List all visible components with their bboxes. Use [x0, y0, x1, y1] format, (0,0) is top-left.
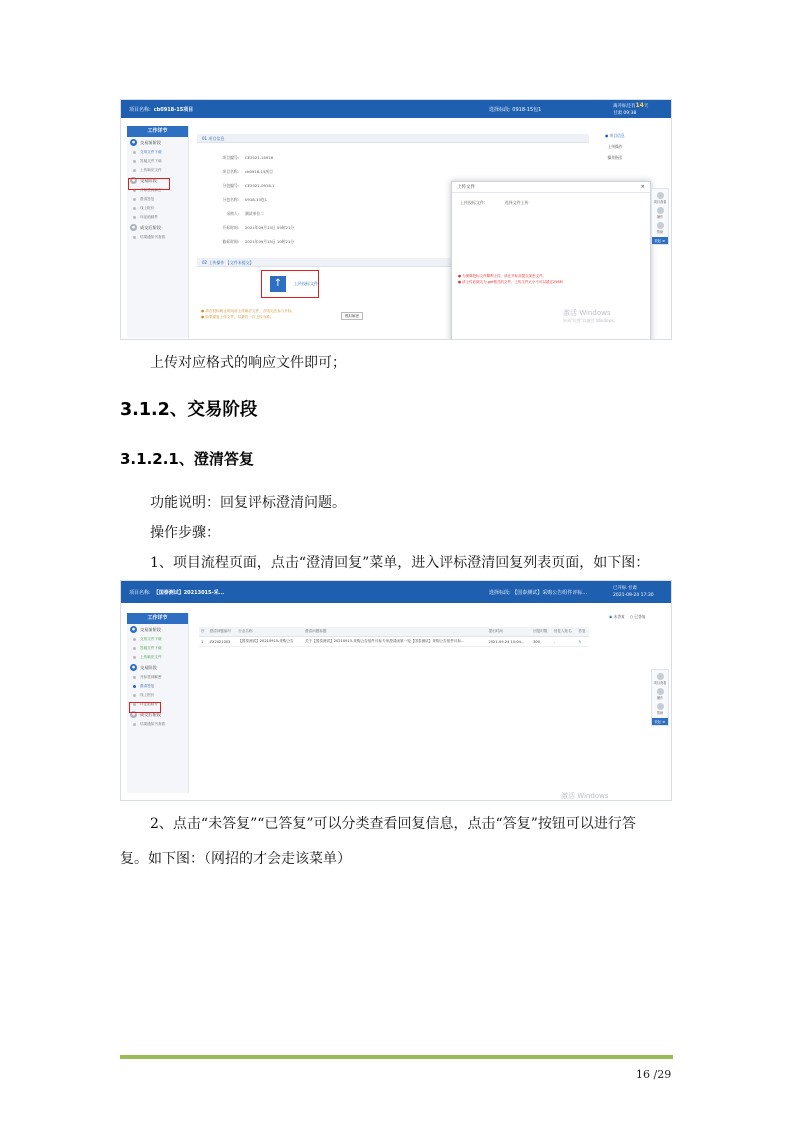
sidebar-item-quote[interactable] [127, 204, 188, 213]
field-row [211, 183, 275, 189]
item-label: 环证函邮件 [140, 215, 158, 219]
watermark-subtext: 转到"设置"以激活 Windows。 [563, 318, 618, 323]
toolbar-fold-button[interactable]: 收起 ≪ [652, 237, 668, 244]
cell-limit: 300 [531, 637, 552, 647]
countdown-unit: 天 [643, 104, 649, 109]
field-value: 2021年09月15日 10时21分 [245, 239, 295, 244]
column-header: 序 [199, 627, 208, 637]
tab-answered[interactable]: ○ 已答复 [629, 614, 646, 619]
toolbar-label: 操作 [656, 215, 664, 219]
bullet-icon [133, 723, 136, 726]
table-row [199, 637, 589, 647]
field-key: 项目编号: [222, 155, 239, 160]
simulate-decrypt-button[interactable]: 模拟解密 [341, 312, 363, 320]
step-2-line-2: 复。如下图：（网招的才会走该菜单） [120, 851, 351, 867]
reply-filter-tabs [609, 614, 646, 620]
note-text: 如果重复上传文件，以最后一次上传为准。 [205, 315, 274, 319]
item-label: 线上报价 [140, 693, 155, 697]
sidebar-item-upload[interactable] [127, 166, 188, 175]
item-label: 答疑文件下载 [140, 646, 162, 650]
reply-button[interactable] [576, 637, 589, 647]
column-header: 答复 [576, 627, 589, 637]
windows-watermark [563, 308, 618, 324]
bullet-icon [133, 216, 136, 219]
project-value: 【国泰测试】20213015-采... [153, 589, 225, 596]
step-icon: ● [131, 225, 136, 229]
toolbar-label: 操作 [656, 696, 664, 700]
step-icon: ● [131, 712, 136, 716]
status-time: 2021-09-24 17:30 [613, 593, 654, 598]
section-label: 成交后阶段 [140, 711, 161, 717]
subsection-heading: 3.1.2.1、澄清答复 [120, 450, 254, 468]
upload-arrow-icon: ↑ [270, 276, 286, 292]
bullet-icon [133, 207, 136, 210]
item-label: 开标签到解密 [140, 188, 162, 192]
field-value: 测试单位二 [245, 211, 264, 216]
sidebar-item-qa[interactable] [127, 157, 188, 166]
dialog-field [452, 200, 650, 206]
field-row [211, 225, 294, 231]
sidebar-item-download[interactable] [127, 148, 188, 157]
field-value: cb0918-15项目 [245, 169, 273, 174]
field-row [211, 155, 273, 161]
section-label: 成交后阶段 [140, 224, 161, 230]
countdown [613, 102, 648, 117]
windows-watermark: 激活 Windows [561, 792, 609, 800]
screenshot-clarification-list [120, 580, 672, 801]
bid-label: 选择标段: [489, 107, 511, 113]
bid-value: 0918-15包1 [512, 107, 542, 113]
bullet-icon [133, 236, 136, 239]
field-row [211, 169, 273, 175]
upload-button-label: 上传投标文件 [294, 281, 318, 286]
field-key: 采购人: [226, 211, 239, 216]
app-header [121, 100, 671, 118]
right-toolbar [651, 669, 669, 726]
step-1: 1、项目流程页面，点击“澄清回复”菜单，进入评标澄清回复列表页面，如下图： [150, 555, 650, 571]
table-header-row [199, 627, 589, 637]
folder-icon [657, 192, 664, 199]
field-key: 截标时间: [222, 239, 239, 244]
step-2-line-1: 2、点击“未答复”“已答复”可以分类查看回复信息，点击“答复”按钮可以进行答 [150, 816, 636, 832]
item-label: 澄清答复 [140, 684, 155, 688]
tab-unanswered[interactable]: ◉ 未答复 [609, 614, 625, 619]
folder-icon [657, 673, 664, 680]
highlight-clarify-item [129, 702, 161, 713]
field-value: 2021年09月15日 09时21分 [245, 225, 295, 230]
column-header: 提出时间 [486, 627, 531, 637]
field-row [211, 197, 267, 203]
right-nav-item[interactable] [605, 141, 625, 152]
toolbar-fold-button[interactable]: 收起 ≪ [652, 718, 668, 725]
column-header: 澄清问题标题 [303, 627, 487, 637]
countdown-days: 14 [635, 102, 644, 109]
app-header [121, 581, 671, 603]
toolbar-op[interactable] [652, 688, 668, 700]
bullet-icon [133, 169, 136, 172]
sidebar-item-qa[interactable] [127, 644, 188, 653]
toolbar-label: 项目查看 [653, 681, 667, 685]
field-value: CE2021-0918-1 [245, 183, 275, 188]
item-label: 答疑文件下载 [140, 159, 162, 163]
item-label: 线上报价 [140, 206, 155, 210]
steps-label: 操作步骤： [150, 525, 220, 541]
clarification-table [199, 627, 589, 647]
column-header: 回复时限 [531, 627, 552, 637]
tab-label: 已答复 [634, 614, 646, 619]
column-header: 行业名称 [236, 627, 303, 637]
item-label: 开标签到解密 [140, 675, 162, 679]
item-label: 上传响应文件 [140, 655, 162, 659]
warning-text: 请上传后缀名为.gef格式的文件，上传文件大小不可以超过256M [462, 280, 563, 284]
section-label: 交易前阶段 [140, 139, 161, 145]
item-label: 结果通知书查看 [140, 235, 166, 239]
dialog-warnings [458, 273, 563, 285]
project-label: 项目名称: [129, 106, 151, 113]
operate-icon [657, 688, 664, 695]
step-icon: ● [131, 665, 136, 669]
sidebar-item-letter[interactable] [127, 213, 188, 222]
nav-label: 项目信息 [609, 133, 625, 138]
cell-title: 关于【国泰测试】20210915-采购公告组件评标专家澄清函第一轮【国泰测试】采购公告组件评标... [303, 637, 487, 647]
watermark-text: 激活 Windows [563, 309, 611, 317]
bid-value: 【国泰测试】采购公告组件评标... [512, 590, 588, 596]
section-label: 交易前阶段 [140, 626, 161, 632]
warning: ● 请上传后缀名为.gef格式的文件，上传文件大小不可以超过256M [458, 280, 563, 284]
sidebar-item-download[interactable] [127, 635, 188, 644]
toolbar-view[interactable] [652, 192, 668, 204]
countdown-time: 甘肃 09:38 [613, 111, 637, 116]
panel-upload-header: 02 上传操作 【文件未提交】 [197, 258, 589, 267]
toolbar-op[interactable] [652, 207, 668, 219]
function-description: 功能说明：回复评标澄清问题。 [150, 495, 346, 511]
footer-rule [120, 1055, 673, 1059]
bullet-icon [133, 685, 136, 688]
sidebar-item-clarify[interactable] [127, 195, 188, 204]
note: ● 请在投标截止时间前上传响应文件，否则无法参与开标。 [201, 309, 296, 313]
sidebar-item-result[interactable] [127, 233, 188, 242]
field-row [211, 211, 264, 217]
item-label: 交易文件下载 [140, 150, 162, 154]
sidebar-item-quote[interactable] [127, 691, 188, 700]
right-nav [605, 130, 625, 163]
project-value: cb0918-15项目 [153, 106, 194, 113]
sidebar-item-upload[interactable] [127, 653, 188, 662]
nav-label: 上传操作 [607, 144, 623, 149]
right-toolbar [651, 188, 669, 245]
help-icon [657, 222, 664, 229]
sidebar-title: 工作详节 [127, 126, 188, 137]
field-value: CE2021-15916 [245, 155, 274, 160]
bid-label: 选择标段: [489, 590, 511, 596]
sidebar-item-clarify[interactable] [127, 682, 188, 691]
field-value: 0918-15包1 [245, 197, 268, 202]
operate-icon [657, 207, 664, 214]
screenshot-upload-page [120, 99, 672, 340]
sidebar-item-open[interactable] [127, 673, 188, 682]
item-label: 澄清答复 [140, 197, 155, 201]
tab-label: 未答复 [613, 614, 625, 619]
sidebar-section-pre[interactable] [127, 624, 188, 635]
note-text: 请在投标截止时间前上传响应文件，否则无法参与开标。 [205, 309, 296, 313]
section-label: 交易阶段 [140, 177, 157, 183]
sidebar [127, 126, 189, 338]
caption-upload: 上传对应格式的响应文件即可； [150, 355, 346, 371]
toolbar-view[interactable] [652, 673, 668, 685]
column-header: 澄清问题编号 [208, 627, 237, 637]
bullet-icon [133, 656, 136, 659]
sidebar-section-trade[interactable] [127, 662, 188, 673]
field-key: 开标时间: [222, 225, 239, 230]
dialog-title: 上传文件 [457, 185, 475, 190]
sidebar-item-result[interactable] [127, 720, 188, 729]
section-heading: 3.1.2、交易阶段 [120, 400, 258, 420]
step-icon: ● [131, 627, 136, 631]
toolbar-label: 帮助 [656, 230, 664, 234]
toolbar-label: 帮助 [656, 711, 664, 715]
bullet-icon [133, 638, 136, 641]
help-icon [657, 703, 664, 710]
field-key: 分包编号: [222, 183, 239, 188]
field-row [211, 239, 294, 245]
notes [201, 308, 331, 320]
bullet-icon [133, 694, 136, 697]
field-key: 项目名称: [222, 169, 239, 174]
right-nav-item[interactable] [605, 152, 625, 163]
bid-selector[interactable] [489, 589, 587, 596]
cell-industry: 【国泰测试】20210915-采购公告 [236, 637, 303, 647]
step-icon: ● [131, 140, 136, 144]
sidebar-section-post[interactable] [127, 222, 188, 233]
warning-text: 为保障投标文件顺利上传，请在开标前提交加密文件。 [462, 274, 547, 278]
step-icon: ● [131, 178, 136, 182]
upload-dialog [451, 181, 651, 340]
edit-icon: ✎ [578, 639, 582, 644]
bullet-icon [133, 151, 136, 154]
status-line: 已开标 甘肃 [613, 586, 637, 591]
field-key: 分包名称: [222, 197, 239, 202]
highlight-upload-item [128, 178, 170, 190]
column-header: 回复人姓名 [552, 627, 577, 637]
choose-file-button[interactable]: 选择文件上传 [504, 200, 529, 205]
page-number: 16 /29 [636, 1068, 672, 1081]
status-info [613, 585, 654, 599]
toolbar-help[interactable] [652, 703, 668, 715]
warning: ● 为保障投标文件顺利上传，请在开标前提交加密文件。 [458, 274, 547, 278]
nav-label: 操作指引 [607, 155, 623, 160]
cell-index: 1 [199, 637, 208, 647]
note: ● 如果重复上传文件，以最后一次上传为准。 [201, 315, 274, 319]
toolbar-label: 项目查看 [653, 200, 667, 204]
countdown-label: 离开标还有 [613, 104, 636, 109]
panel-project-info-header: 01 项目信息 [197, 134, 589, 143]
bid-selector[interactable] [489, 106, 541, 113]
upload-file-button[interactable] [261, 270, 319, 298]
item-label: 交易文件下载 [140, 637, 162, 641]
cell-replier: - [552, 637, 577, 647]
close-icon[interactable]: × [640, 184, 645, 190]
bullet-icon [133, 160, 136, 163]
cell-time: 2021-09-24 10:04... [486, 637, 531, 647]
project-label: 项目名称: [129, 589, 151, 596]
sidebar-section-pre[interactable] [127, 137, 188, 148]
bullet-icon [133, 647, 136, 650]
cell-code: ZX2021003 [208, 637, 237, 647]
bullet-icon [133, 198, 136, 201]
item-label: 结果通知书查看 [140, 722, 166, 726]
item-label: 上传响应文件 [140, 168, 162, 172]
right-nav-item[interactable]: ● 项目信息 [605, 133, 625, 138]
bullet-icon [133, 676, 136, 679]
sidebar-title: 工作详节 [127, 613, 188, 624]
item-label: 环证函邮件 [140, 702, 158, 706]
dialog-header [452, 182, 650, 193]
section-label: 交易阶段 [140, 664, 157, 670]
dialog-field-label: 上传投标文件: [460, 200, 486, 205]
toolbar-help[interactable] [652, 222, 668, 234]
